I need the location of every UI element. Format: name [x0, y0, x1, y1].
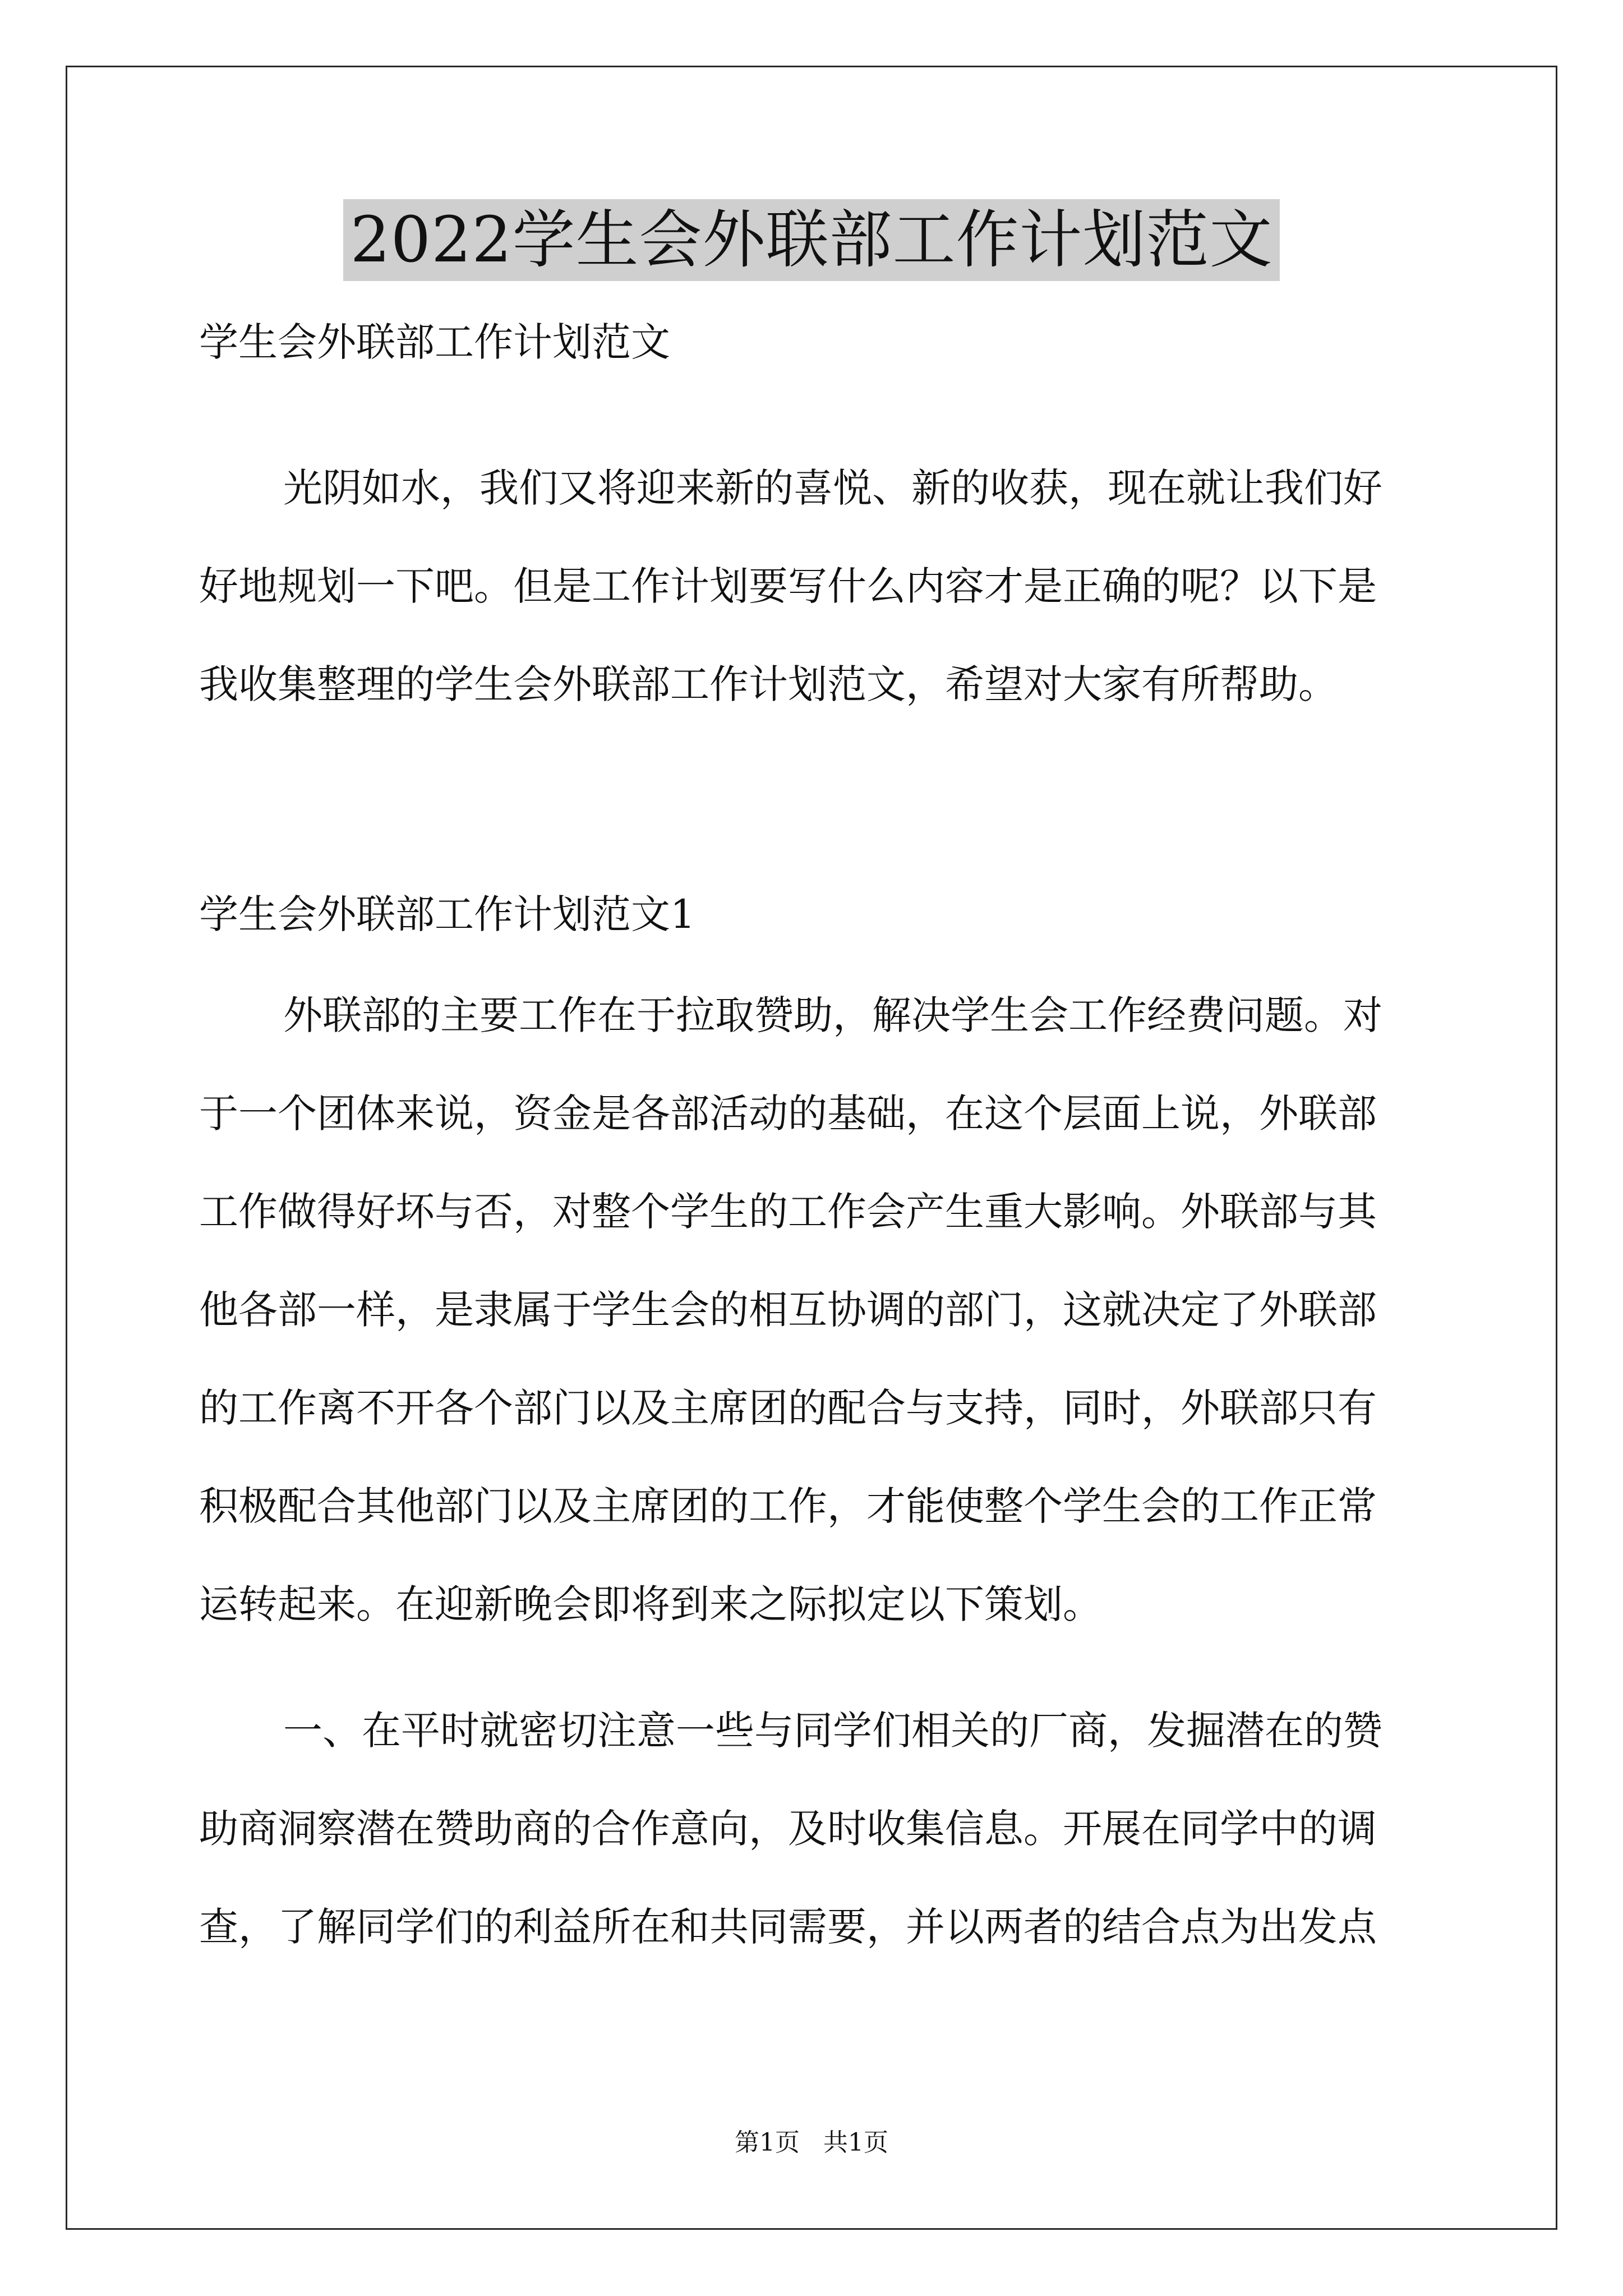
paragraph-line: 查，了解同学们的利益所在和共同需要，并以两者的结合点为出发点	[199, 1904, 1377, 1950]
paragraph-line: 助商洞察潜在赞助商的合作意向，及时收集信息。开展在同学中的调	[199, 1806, 1377, 1852]
paragraph-line: 的工作离不开各个部门以及主席团的配合与支持，同时，外联部只有	[199, 1385, 1377, 1431]
title-container	[0, 199, 1623, 281]
page-footer: 第1页 共1页	[735, 2128, 888, 2157]
paragraph-line: 于一个团体来说，资金是各部活动的基础，在这个层面上说，外联部	[199, 1091, 1377, 1137]
section-heading: 学生会外联部工作计划范文	[199, 319, 670, 365]
paragraph-line: 好地规划一下吧。但是工作计划要写什么内容才是正确的呢？以下是	[199, 563, 1377, 609]
paragraph-line: 他各部一样，是隶属于学生会的相互协调的部门，这就决定了外联部	[199, 1287, 1377, 1333]
paragraph-line: 一、在平时就密切注意一些与同学们相关的厂商，发掘潜在的赞	[283, 1708, 1382, 1754]
section-heading: 学生会外联部工作计划范文1	[199, 891, 695, 937]
document-title: 2022学生会外联部工作计划范文	[343, 199, 1279, 281]
paragraph-line: 积极配合其他部门以及主席团的工作，才能使整个学生会的工作正常	[199, 1483, 1377, 1529]
paragraph-line: 运转起来。在迎新晚会即将到来之际拟定以下策划。	[199, 1581, 1102, 1627]
paragraph-line: 光阴如水，我们又将迎来新的喜悦、新的收获，现在就让我们好	[283, 465, 1382, 511]
paragraph-line: 我收集整理的学生会外联部工作计划范文，希望对大家有所帮助。	[199, 661, 1338, 707]
paragraph-line: 外联部的主要工作在于拉取赞助，解决学生会工作经费问题。对	[283, 992, 1382, 1038]
paragraph-line: 工作做得好坏与否，对整个学生的工作会产生重大影响。外联部与其	[199, 1189, 1377, 1235]
